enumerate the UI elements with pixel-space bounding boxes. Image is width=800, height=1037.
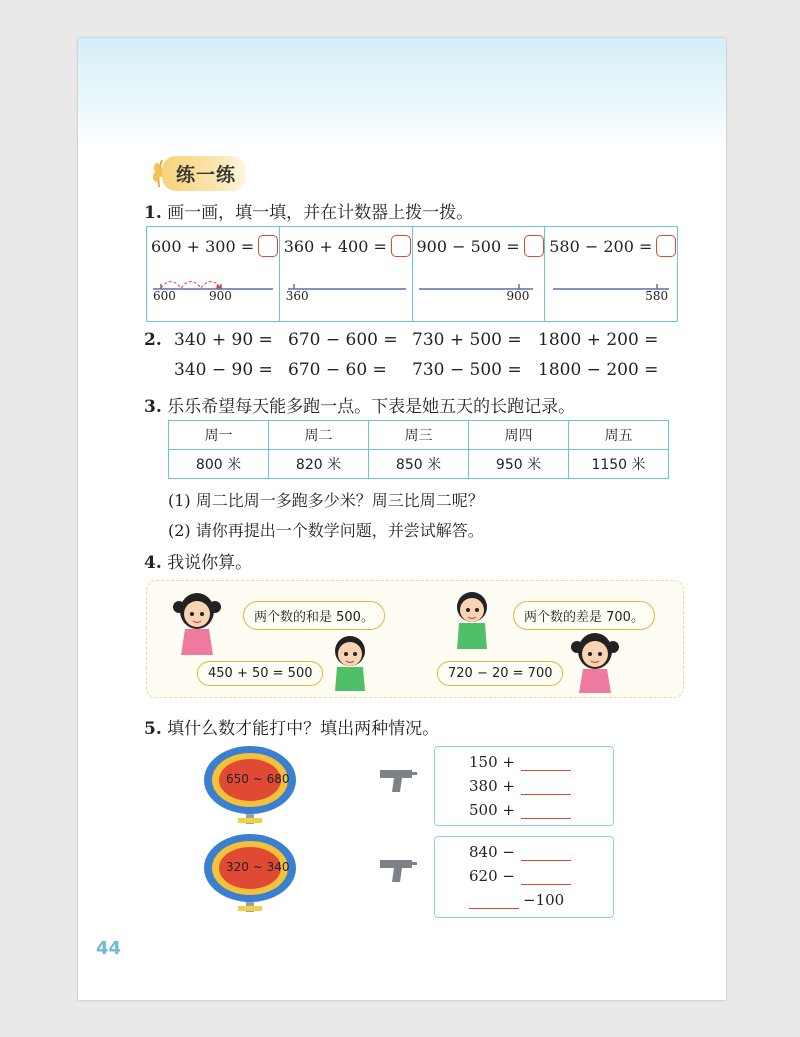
q2-equation: 1800 + 200 =: [538, 330, 659, 350]
q2-equation: 730 − 500 =: [412, 360, 522, 380]
q3-subquestion-2: (2) 请你再提出一个数学问题，并尝试解答。: [168, 521, 484, 540]
question-3-prompt: [144, 392, 575, 417]
answer-blank[interactable]: [521, 756, 571, 771]
line-end-label: 580: [645, 289, 669, 303]
page-number: 44: [96, 938, 122, 959]
table-cell: 800 米: [169, 450, 269, 479]
table-header-row: [169, 421, 669, 450]
toy-gun-icon: [378, 766, 418, 794]
card-expression: 500 +: [469, 801, 515, 819]
line-end-label: 900: [209, 289, 232, 303]
line-start-label: 600: [153, 289, 176, 303]
table-cell: 950 米: [469, 450, 569, 479]
card-expression: 620 −: [469, 867, 515, 885]
speech-bubble: 720 − 20 = 700: [437, 661, 563, 686]
q2-equation: 340 − 90 =: [174, 360, 273, 380]
question-number: 2.: [144, 330, 162, 350]
q1-cell: [147, 227, 280, 321]
table-row: [169, 450, 669, 479]
target-range-label: 320 ~ 340: [226, 860, 290, 874]
table-cell: 850 米: [369, 450, 469, 479]
q1-expression: 900 − 500 =: [416, 236, 520, 256]
table-header-cell: 周四: [469, 421, 569, 450]
running-record-table: [168, 420, 669, 479]
answer-card: [434, 746, 614, 826]
boy-character-icon: [325, 633, 375, 695]
q1-expression: 580 − 200 =: [549, 236, 653, 256]
q2-equation: 670 − 60 =: [288, 360, 387, 380]
table-cell: 820 米: [269, 450, 369, 479]
line-start-label: 360: [285, 289, 309, 303]
question-number: 5.: [144, 719, 162, 739]
table-header-cell: 周二: [269, 421, 369, 450]
answer-box[interactable]: [524, 235, 544, 257]
q1-expression: 600 + 300 =: [151, 236, 255, 256]
q4-illustration-panel: [146, 580, 684, 698]
answer-box[interactable]: [258, 235, 278, 257]
answer-blank[interactable]: [521, 846, 571, 861]
speech-bubble: 450 + 50 = 500: [197, 661, 323, 686]
section-title: [150, 156, 246, 190]
question-text: 画一画，填一填，并在计数器上拨一拨。: [167, 203, 474, 223]
q2-equation: 670 − 600 =: [288, 330, 398, 350]
q1-cell: [413, 227, 546, 321]
question-4-prompt: [144, 548, 252, 573]
question-1-prompt: [144, 198, 473, 223]
answer-blank[interactable]: [469, 894, 519, 909]
answer-card: [434, 836, 614, 918]
q2-equation: 730 + 500 =: [412, 330, 522, 350]
q3-subquestion-1: (1) 周二比周一多跑多少米？周三比周二呢？: [168, 491, 484, 510]
textbook-page: [78, 38, 726, 1000]
card-expression: 150 +: [469, 753, 515, 771]
girl-character-icon: [169, 589, 225, 663]
card-expression: −100: [523, 891, 565, 909]
boy-character-icon: [447, 589, 497, 653]
q1-cell: [280, 227, 413, 321]
question-5-prompt: [144, 714, 439, 739]
question-number: 1.: [144, 203, 162, 223]
answer-box[interactable]: [391, 235, 411, 257]
girl-character-icon: [567, 629, 623, 695]
answer-blank[interactable]: [521, 870, 571, 885]
toy-gun-icon: [378, 856, 418, 884]
target-range-label: 650 ~ 680: [226, 772, 290, 786]
q2-equation: 340 + 90 =: [174, 330, 273, 350]
speech-bubble: 两个数的和是 500。: [243, 601, 385, 630]
question-text: 乐乐希望每天能多跑一点。下表是她五天的长跑记录。: [167, 397, 576, 417]
question-text: 我说你算。: [167, 553, 253, 573]
q1-expression: 360 + 400 =: [283, 236, 387, 256]
question-number: 3.: [144, 397, 162, 417]
speech-bubble: 两个数的差是 700。: [513, 601, 655, 630]
card-expression: 380 +: [469, 777, 515, 795]
q2-equation: 1800 − 200 =: [538, 360, 659, 380]
table-cell: 1150 米: [569, 450, 669, 479]
answer-box[interactable]: [656, 235, 676, 257]
header-band: [78, 38, 726, 148]
line-end-label: 900: [506, 289, 530, 303]
answer-blank[interactable]: [521, 804, 571, 819]
question-number: 4.: [144, 553, 162, 573]
table-header-cell: 周五: [569, 421, 669, 450]
table-header-cell: 周一: [169, 421, 269, 450]
answer-blank[interactable]: [521, 780, 571, 795]
q1-cell: [545, 227, 677, 321]
question-text: 填什么数才能打中？填出两种情况。: [167, 719, 440, 739]
card-expression: 840 −: [469, 843, 515, 861]
table-header-cell: 周三: [369, 421, 469, 450]
section-title-label: 练一练: [162, 156, 246, 191]
q1-number-line-box: [146, 226, 678, 322]
